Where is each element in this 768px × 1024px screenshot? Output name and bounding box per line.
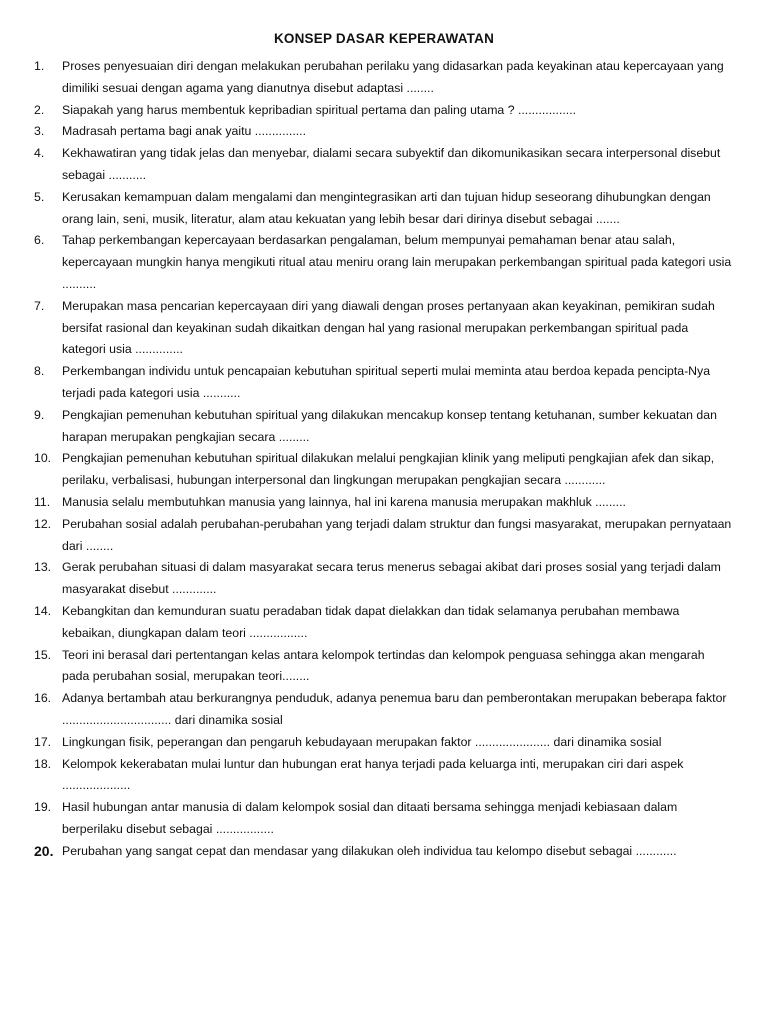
question-item xyxy=(34,296,734,361)
question-text: Pengkajian pemenuhan kebutuhan spiritual dilakukan melalui pengkajian klinik yang meliputi pengkajian afek dan sikap, perilaku, verbalisasi, hubungan interpersonal dan lingkungan merupakan pengkajian secara ............ xyxy=(62,451,715,488)
question-item xyxy=(34,688,734,732)
question-text: Adanya bertambah atau berkurangnya penduduk, adanya penemua baru dan pemberontakan merupakan beberapa faktor ................................ dari dinamika sosial xyxy=(62,691,727,727)
question-number: 18. xyxy=(34,756,52,771)
question-item xyxy=(34,405,734,449)
question-number: 3. xyxy=(34,124,45,139)
question-number: 6. xyxy=(34,233,45,248)
question-item xyxy=(34,754,734,798)
question-text: Kelompok kekerabatan mulai luntur dan hubungan erat hanya terjadi pada keluarga inti, merupakan ciri dari aspek .................... xyxy=(62,756,684,793)
question-item xyxy=(34,557,734,601)
question-item xyxy=(34,492,734,514)
question-text: Madrasah pertama bagi anak yaitu ............... xyxy=(62,124,307,139)
question-number: 17. xyxy=(34,734,52,749)
question-text: Teori ini berasal dari pertentangan kelas antara kelompok tertindas dan kelompok penguasa sehingga akan mengarah pada perubahan sosial, merupakan teori........ xyxy=(62,647,705,684)
question-text: Manusia selalu membutuhkan manusia yang lainnya, hal ini karena manusia merupakan makhluk ......... xyxy=(62,494,626,509)
question-text: Perubahan yang sangat cepat dan mendasar yang dilakukan oleh individua tau kelompo disebut sebagai ............ xyxy=(62,843,677,858)
question-number: 2. xyxy=(34,102,45,117)
question-number: 19. xyxy=(34,800,52,815)
question-text: Kebangkitan dan kemunduran suatu peradaban tidak dapat dielakkan dan tidak selamanya perubahan membawa kebaikan, diungkapan dalam teori ................. xyxy=(62,603,680,640)
question-number: 16. xyxy=(34,691,52,706)
question-item xyxy=(34,100,734,122)
question-item xyxy=(34,514,734,558)
question-number: 13. xyxy=(34,560,52,575)
question-item xyxy=(34,732,734,754)
question-text: Lingkungan fisik, peperangan dan pengaruh kebudayaan merupakan faktor ...................... dari dinamika sosial xyxy=(62,734,662,749)
question-text: Perubahan sosial adalah perubahan-perubahan yang terjadi dalam struktur dan fungsi masyarakat, merupakan pernyataan dari ........ xyxy=(62,516,732,553)
question-number: 10. xyxy=(34,451,52,466)
question-text: Kekhawatiran yang tidak jelas dan menyebar, dialami secara subyektif dan dikomunikasikan secara interpersonal disebut sebagai ........... xyxy=(62,146,721,182)
question-item xyxy=(34,143,734,187)
question-text: Proses penyesuaian diri dengan melakukan perubahan perilaku yang didasarkan pada keyakinan atau kepercayaan yang dimiliki sesuai dengan agama yang dianutnya disebut adaptasi ........ xyxy=(62,59,724,95)
question-item xyxy=(34,187,734,231)
question-number: 8. xyxy=(34,364,45,379)
question-text: Siapakah yang harus membentuk kepribadian spiritual pertama dan paling utama ? ................. xyxy=(62,102,577,117)
question-number: 11. xyxy=(34,494,51,509)
question-list xyxy=(34,56,734,862)
question-number: 15. xyxy=(34,647,52,662)
question-number: 12. xyxy=(34,516,52,531)
question-item xyxy=(34,448,734,492)
document-title: KONSEP DASAR KEPERAWATAN xyxy=(273,31,495,46)
question-text: Gerak perubahan situasi di dalam masyarakat secara terus menerus sebagai akibat dari proses sosial yang terjadi dalam masyarakat disebut ............. xyxy=(62,560,721,597)
question-item xyxy=(34,121,734,143)
question-item xyxy=(34,361,734,405)
question-item xyxy=(34,601,734,645)
question-number: 7. xyxy=(34,298,45,313)
question-number: 9. xyxy=(34,407,45,422)
question-item xyxy=(34,797,734,841)
question-text: Kerusakan kemampuan dalam mengalami dan mengintegrasikan arti dan tujuan hidup seseorang dihubungkan dengan orang lain, seni, musik, literatur, alam atau kekuatan yang lebih besar dari dirinya disebut sebagai ....... xyxy=(62,189,711,226)
question-number: 5. xyxy=(34,189,45,204)
question-text: Merupakan masa pencarian kepercayaan diri yang diawali dengan proses pertanyaan akan keyakinan, pemikiran sudah bersifat rasional dan keyakinan sudah dikaitkan dengan hal yang rasional merupakan perkembangan spiritual pada kategori usia .............. xyxy=(62,298,715,357)
question-text: Perkembangan individu untuk pencapaian kebutuhan spiritual seperti mulai meminta atau berdoa kepada pencipta-Nya terjadi pada kategori usia ........... xyxy=(62,364,711,400)
question-item xyxy=(34,230,734,295)
question-number: 1. xyxy=(34,59,45,73)
question-number: 4. xyxy=(34,146,45,161)
question-item xyxy=(34,56,734,100)
question-text: Hasil hubungan antar manusia di dalam kelompok sosial dan ditaati bersama sehingga menjadi kebiasaan dalam berperilaku disebut sebagai ................. xyxy=(62,800,678,836)
question-number: 14. xyxy=(34,603,52,618)
question-text: Tahap perkembangan kepercayaan berdasarkan pengalaman, belum mempunyai pemahaman benar atau salah, kepercayaan mungkin hanya mengikuti ritual atau meniru orang lain merupakan perkembangan spiritual pada kategori usia .......... xyxy=(62,233,732,291)
question-item xyxy=(34,841,734,863)
question-text: Pengkajian pemenuhan kebutuhan spiritual yang dilakukan mencakup konsep tentang ketuhanan, sumber kekuatan dan harapan merupakan pengkajian secara ......... xyxy=(62,407,717,444)
question-item xyxy=(34,645,734,689)
question-number: 20. xyxy=(34,842,54,859)
